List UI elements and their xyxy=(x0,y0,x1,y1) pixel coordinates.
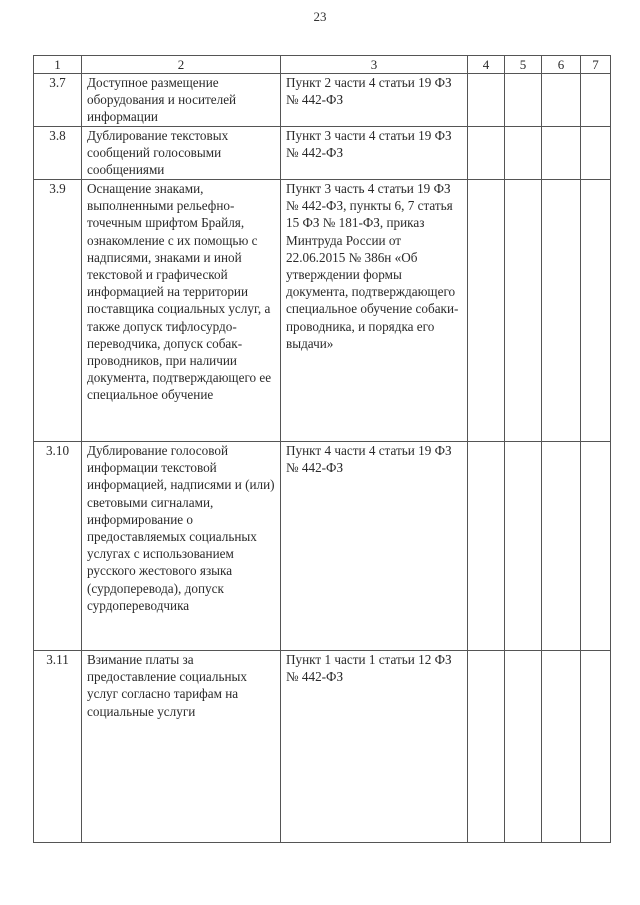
table-row xyxy=(34,180,611,442)
column-header-4: 4 xyxy=(468,56,505,74)
column-header-1: 1 xyxy=(34,56,82,74)
column-header-7: 7 xyxy=(581,56,611,74)
legal-basis: Пункт 4 части 4 статьи 19 ФЗ № 442-ФЗ xyxy=(281,442,468,651)
empty-cell xyxy=(468,180,505,442)
empty-cell xyxy=(505,180,542,442)
row-number: 3.7 xyxy=(34,74,82,127)
requirement-name: Оснащение знаками, выполненными рельефно-точечным шрифтом Брайля, ознакомление с их помощью с надписями, знаками и иной текстовой и графической информацией на территории поставщика социальных услуг, а также допуск тифлосурдо-переводчика, допуск собак-проводников, при наличии документа, подтверждающего ее специальное обучение xyxy=(82,180,281,442)
empty-cell xyxy=(581,442,611,651)
column-header-3: 3 xyxy=(281,56,468,74)
legal-basis: Пункт 1 части 1 статьи 12 ФЗ № 442-ФЗ xyxy=(281,651,468,843)
column-header-6: 6 xyxy=(542,56,581,74)
page-number: 23 xyxy=(313,9,327,24)
empty-cell xyxy=(542,74,581,127)
empty-cell xyxy=(581,127,611,180)
row-number: 3.8 xyxy=(34,127,82,180)
row-number: 3.9 xyxy=(34,180,82,442)
table-row xyxy=(34,442,611,651)
table-row xyxy=(34,127,611,180)
requirement-name: Дублирование голосовой информации текстовой информацией, надписями и (или) световыми сигналами, информирование о предоставляемых социальных услугах с использованием русского жестового языка (сурдоперевода), допуск сурдопереводчика xyxy=(82,442,281,651)
empty-cell xyxy=(468,127,505,180)
requirement-name: Доступное размещение оборудования и носителей информации xyxy=(82,74,281,127)
empty-cell xyxy=(542,180,581,442)
empty-cell xyxy=(468,651,505,843)
table-row xyxy=(34,651,611,843)
table-row xyxy=(34,74,611,127)
empty-cell xyxy=(581,180,611,442)
empty-cell xyxy=(505,651,542,843)
empty-cell xyxy=(505,127,542,180)
legal-basis: Пункт 3 части 4 статьи 19 ФЗ № 442-ФЗ xyxy=(281,127,468,180)
empty-cell xyxy=(542,127,581,180)
legal-basis: Пункт 2 части 4 статьи 19 ФЗ № 442-ФЗ xyxy=(281,74,468,127)
empty-cell xyxy=(581,651,611,843)
empty-cell xyxy=(505,442,542,651)
empty-cell xyxy=(468,74,505,127)
legal-basis: Пункт 3 часть 4 статьи 19 ФЗ № 442-ФЗ, пункты 6, 7 статья 15 ФЗ № 181-ФЗ, приказ Минтруда России от 22.06.2015 № 386н «Об утверждении формы документа, подтверждающего специальное обучение собаки-проводника, и порядка его выдачи» xyxy=(281,180,468,442)
empty-cell xyxy=(505,74,542,127)
empty-cell xyxy=(468,442,505,651)
row-number: 3.10 xyxy=(34,442,82,651)
empty-cell xyxy=(581,74,611,127)
column-header-2: 2 xyxy=(82,56,281,74)
requirements-table xyxy=(33,55,611,843)
requirement-name: Дублирование текстовых сообщений голосовыми сообщениями xyxy=(82,127,281,180)
requirement-name: Взимание платы за предоставление социальных услуг согласно тарифам на социальные услуги xyxy=(82,651,281,843)
table-header-row xyxy=(34,56,611,74)
row-number: 3.11 xyxy=(34,651,82,843)
empty-cell xyxy=(542,651,581,843)
column-header-5: 5 xyxy=(505,56,542,74)
empty-cell xyxy=(542,442,581,651)
